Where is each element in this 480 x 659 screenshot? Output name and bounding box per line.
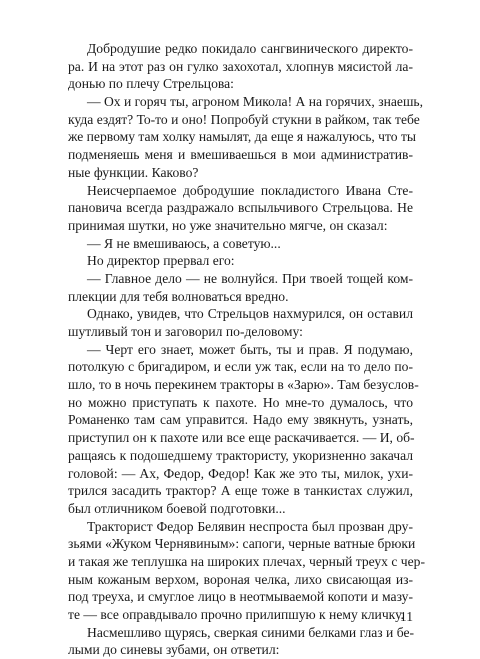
text-line: и такая же теплушка на широких плечах, черный треух с чер- xyxy=(68,553,425,569)
text-line: лыми до синевы зубами, он ответил: xyxy=(68,642,280,658)
text-line: Однако, увидев, что Стрельцов нахмурился, он оставил xyxy=(87,306,413,322)
body-text xyxy=(68,40,425,659)
text-line: те — все оправдывало прочно прилипшую к нему кличку. xyxy=(68,607,404,622)
text-line: Добродушие редко покидало сангвинического директо- xyxy=(87,41,413,56)
text-line: ращаясь к подошедшему трактористу, укоризненно закачал xyxy=(68,447,413,463)
text-line: Романенко там сам управится. Надо ему звякнуть, узнать, xyxy=(68,412,413,428)
page-number: 11 xyxy=(399,609,413,624)
text-line: подменяешь меня и вмешиваешься в мои административ- xyxy=(68,147,413,163)
text-line: зьями «Жуком Чернявиным»: сапоги, черные ватные брюки xyxy=(68,536,416,552)
text-line: приступил он к пахоте или все еще раскачивается. — И, об- xyxy=(68,430,415,446)
text-line: но можно приступать к пахоте. Но мне-то думалось, что xyxy=(68,394,413,410)
text-line: трился засадить трактор? А еще тоже в танкистах служил, xyxy=(68,483,413,499)
text-line: ные функции. Каково? xyxy=(68,164,199,180)
text-line: головой: — Ах, Федор, Федор! Как же это ты, милок, ухи- xyxy=(68,465,413,481)
text-line: потолкую с бригадиром, и если уж так, если на то дело по- xyxy=(68,359,413,375)
text-line: под треуха, и смуглое лицо в неотмываемой копоти и мазу- xyxy=(68,589,413,605)
text-line: был отличником боевой подготовки... xyxy=(68,500,286,516)
text-line: шутливый тон и заговорил по-деловому: xyxy=(68,324,303,339)
text-line: — Главное дело — не волнуйся. При твоей тощей ком- xyxy=(87,270,413,286)
text-line: ра. И на этот раз он гулко захохотал, хлопнув мясистой ла- xyxy=(68,58,413,74)
text-line: Неисчерпаемое добродушие покладистого Ивана Сте- xyxy=(87,182,413,198)
text-line: ным кожаным верхом, вороная челка, лихо свисающая из- xyxy=(68,571,413,587)
text-line: Тракторист Федор Белявин неспроста был прозван дру- xyxy=(87,518,413,534)
text-line: — Я не вмешиваюсь, а советую... xyxy=(87,235,281,251)
text-line: плекции для тебя волноваться вредно. xyxy=(68,288,289,304)
text-line: Насмешливо щурясь, сверкая синими белками глаз и бе- xyxy=(87,624,415,640)
text-line: шло, то в ночь перекинем тракторы в «Зарю». Там безуслов- xyxy=(68,377,419,393)
text-line: пановича всегда раздражало вспыльчивого Стрельцова. Не xyxy=(68,200,413,216)
text-line: куда ездят? То-то и оно! Попробуй стукни в райком, так тебе xyxy=(68,111,420,127)
text-line: же первому там холку намылят, да еще я нажалуюсь, что ты xyxy=(68,129,417,145)
text-line: Но директор прервал его: xyxy=(87,253,235,269)
text-line: донью по плечу Стрельцова: xyxy=(68,76,234,92)
text-line: — Черт его знает, может быть, ты и прав. Я подумаю, xyxy=(87,341,413,357)
text-line: — Ох и горяч ты, агроном Микола! А на горячих, знаешь, xyxy=(87,94,424,110)
text-line: принимая шутки, но уже значительно мягче, он сказал: xyxy=(68,217,388,233)
